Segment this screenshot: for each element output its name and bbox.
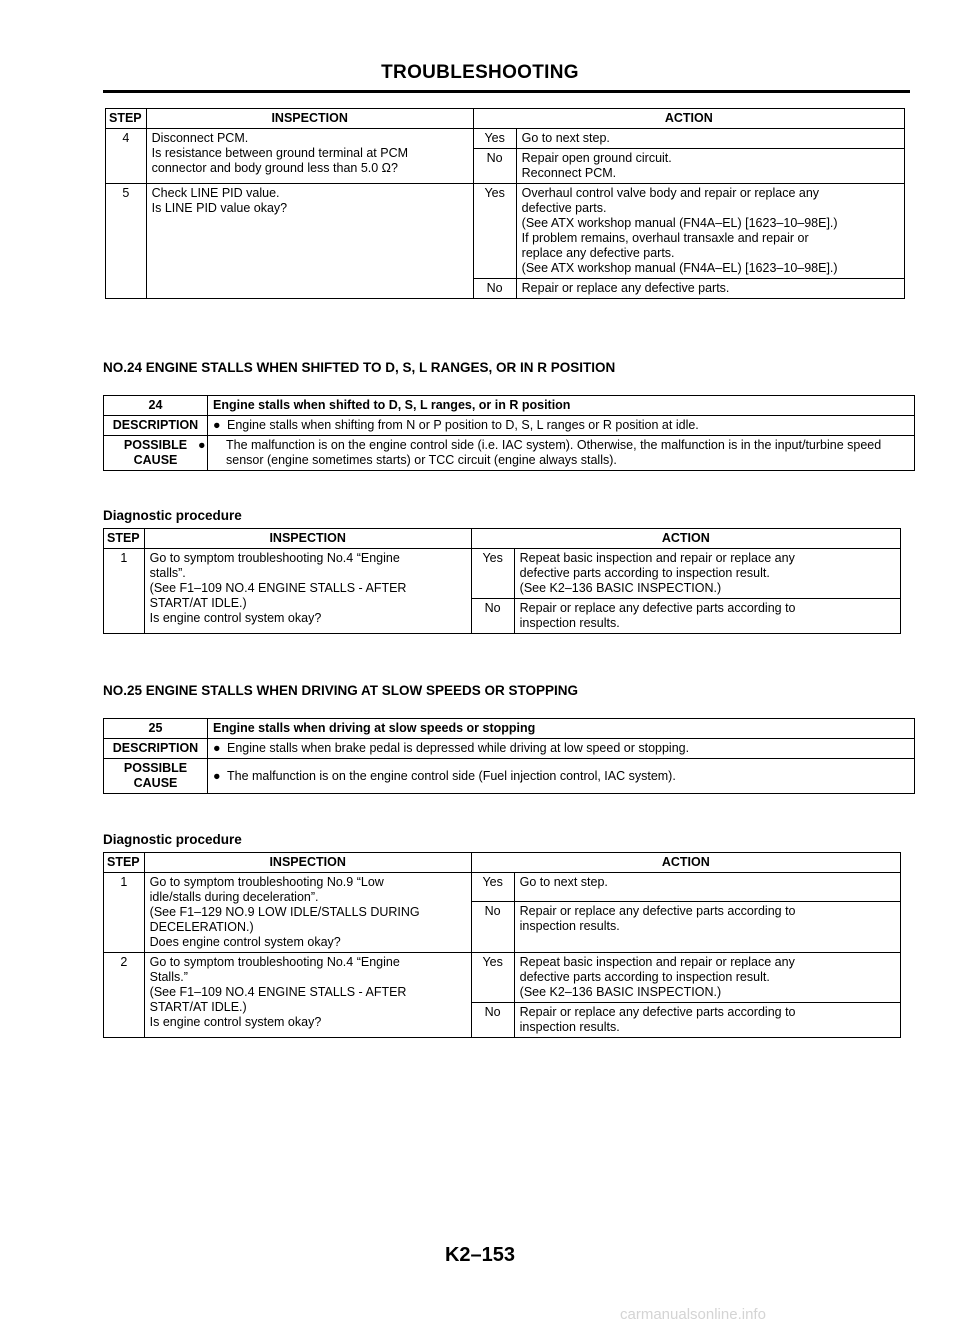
- yes-label: Yes: [473, 129, 516, 149]
- step-header: STEP: [104, 853, 145, 873]
- action-header: ACTION: [471, 853, 900, 873]
- step-number: 1: [104, 873, 145, 953]
- symptom-number: 24: [104, 396, 208, 416]
- table-row: [106, 184, 905, 279]
- section-24-heading: NO.24 ENGINE STALLS WHEN SHIFTED TO D, S, L RANGES, OR IN R POSITION: [103, 360, 616, 375]
- yes-label: Yes: [471, 873, 514, 902]
- watermark[interactable]: carmanualsonline.info: [620, 1306, 766, 1323]
- symptom-number: 25: [104, 719, 208, 739]
- inspection-table-1: [105, 108, 905, 299]
- yes-label: Yes: [471, 953, 514, 1003]
- page-title: TROUBLESHOOTING: [381, 62, 579, 83]
- diagnostic-procedure-title: Diagnostic procedure: [103, 832, 242, 847]
- no-action: Repair or replace any defective parts according to inspection results.: [514, 902, 900, 953]
- no-label: No: [471, 599, 514, 634]
- inspection-cell: Go to symptom troubleshooting No.4 “Engine stalls”. (See F1–109 NO.4 ENGINE STALLS - AFTER START/AT IDLE.) Is engine control system okay?: [144, 549, 471, 634]
- possible-cause-text: ● The malfunction is on the engine control side (Fuel injection control, IAC system).: [208, 759, 915, 794]
- step-number: 1: [104, 549, 145, 634]
- possible-cause-text: ● The malfunction is on the engine control side (i.e. IAC system). Otherwise, the malfunction is in the input/turbine speed sensor (engine sometimes starts) or TCC circuit (engine always stalls).: [208, 436, 915, 471]
- no-label: No: [471, 902, 514, 953]
- page-number: K2–153: [444, 1244, 516, 1266]
- description-label: DESCRIPTION: [104, 739, 208, 759]
- symptom-name: Engine stalls when driving at slow speeds or stopping: [208, 719, 915, 739]
- yes-action: Repeat basic inspection and repair or replace any defective parts according to inspection result. (See K2–136 BASIC INSPECTION.): [514, 549, 900, 599]
- possible-cause-label: POSSIBLE CAUSE: [104, 759, 208, 794]
- no-action: Repair open ground circuit. Reconnect PCM.: [516, 149, 904, 184]
- title-rule: [103, 90, 910, 93]
- diagnostic-procedure-title: Diagnostic procedure: [103, 508, 242, 523]
- inspection-cell: Check LINE PID value. Is LINE PID value okay?: [146, 184, 473, 299]
- yes-action: Go to next step.: [514, 873, 900, 902]
- inspection-table-25: [103, 852, 901, 1038]
- inspection-cell: Go to symptom troubleshooting No.4 “Engine Stalls.” (See F1–109 NO.4 ENGINE STALLS - AFTER START/AT IDLE.) Is engine control system okay?: [144, 953, 471, 1038]
- action-header: ACTION: [471, 529, 900, 549]
- bullet-icon: ●: [213, 768, 221, 783]
- inspection-cell: Disconnect PCM. Is resistance between ground terminal at PCM connector and body ground less than 5.0 Ω?: [146, 129, 473, 184]
- table-row: [104, 549, 901, 599]
- step-number: 2: [104, 953, 145, 1038]
- yes-label: Yes: [471, 549, 514, 599]
- no-label: No: [473, 149, 516, 184]
- bullet-icon: ●: [198, 438, 206, 452]
- step-header: STEP: [104, 529, 145, 549]
- inspection-table-24: [103, 528, 901, 634]
- bullet-icon: ●: [213, 418, 221, 432]
- table-row: [106, 129, 905, 149]
- description-text: ● Engine stalls when shifting from N or P position to D, S, L ranges or R position at idle.: [208, 416, 915, 436]
- no-action: Repair or replace any defective parts according to inspection results.: [514, 599, 900, 634]
- symptom-info-24: [103, 395, 915, 471]
- yes-action: Repeat basic inspection and repair or replace any defective parts according to inspection result. (See K2–136 BASIC INSPECTION.): [514, 953, 900, 1003]
- step-header: STEP: [106, 109, 147, 129]
- description-text: ● Engine stalls when brake pedal is depressed while driving at low speed or stopping.: [208, 739, 915, 759]
- no-action: Repair or replace any defective parts.: [516, 279, 904, 299]
- inspection-header: INSPECTION: [144, 529, 471, 549]
- description-label: DESCRIPTION: [104, 416, 208, 436]
- action-header: ACTION: [473, 109, 904, 129]
- inspection-header: INSPECTION: [146, 109, 473, 129]
- step-number: 4: [106, 129, 147, 184]
- inspection-header: INSPECTION: [144, 853, 471, 873]
- symptom-info-25: [103, 718, 915, 794]
- step-number: 5: [106, 184, 147, 299]
- no-label: No: [471, 1003, 514, 1038]
- table-row: [104, 873, 901, 902]
- inspection-cell: Go to symptom troubleshooting No.9 “Low idle/stalls during deceleration”. (See F1–129 NO.9 LOW IDLE/STALLS DURING DECELERATION.) Does engine control system okay?: [144, 873, 471, 953]
- yes-action: Go to next step.: [516, 129, 904, 149]
- section-25-heading: NO.25 ENGINE STALLS WHEN DRIVING AT SLOW SPEEDS OR STOPPING: [103, 683, 579, 698]
- yes-label: Yes: [473, 184, 516, 279]
- no-action: Repair or replace any defective parts according to inspection results.: [514, 1003, 900, 1038]
- symptom-name: Engine stalls when shifted to D, S, L ranges, or in R position: [208, 396, 915, 416]
- no-label: No: [473, 279, 516, 299]
- possible-cause-label: POSSIBLE CAUSE: [104, 436, 208, 471]
- table-row: [104, 953, 901, 1003]
- bullet-icon: ●: [213, 741, 221, 755]
- yes-action: Overhaul control valve body and repair or replace any defective parts. (See ATX workshop manual (FN4A–EL) [1623–10–98E].) If problem remains, overhaul transaxle and repair or replace any defective parts. (See ATX workshop manual (FN4A–EL) [1623–10–98E].): [516, 184, 904, 279]
